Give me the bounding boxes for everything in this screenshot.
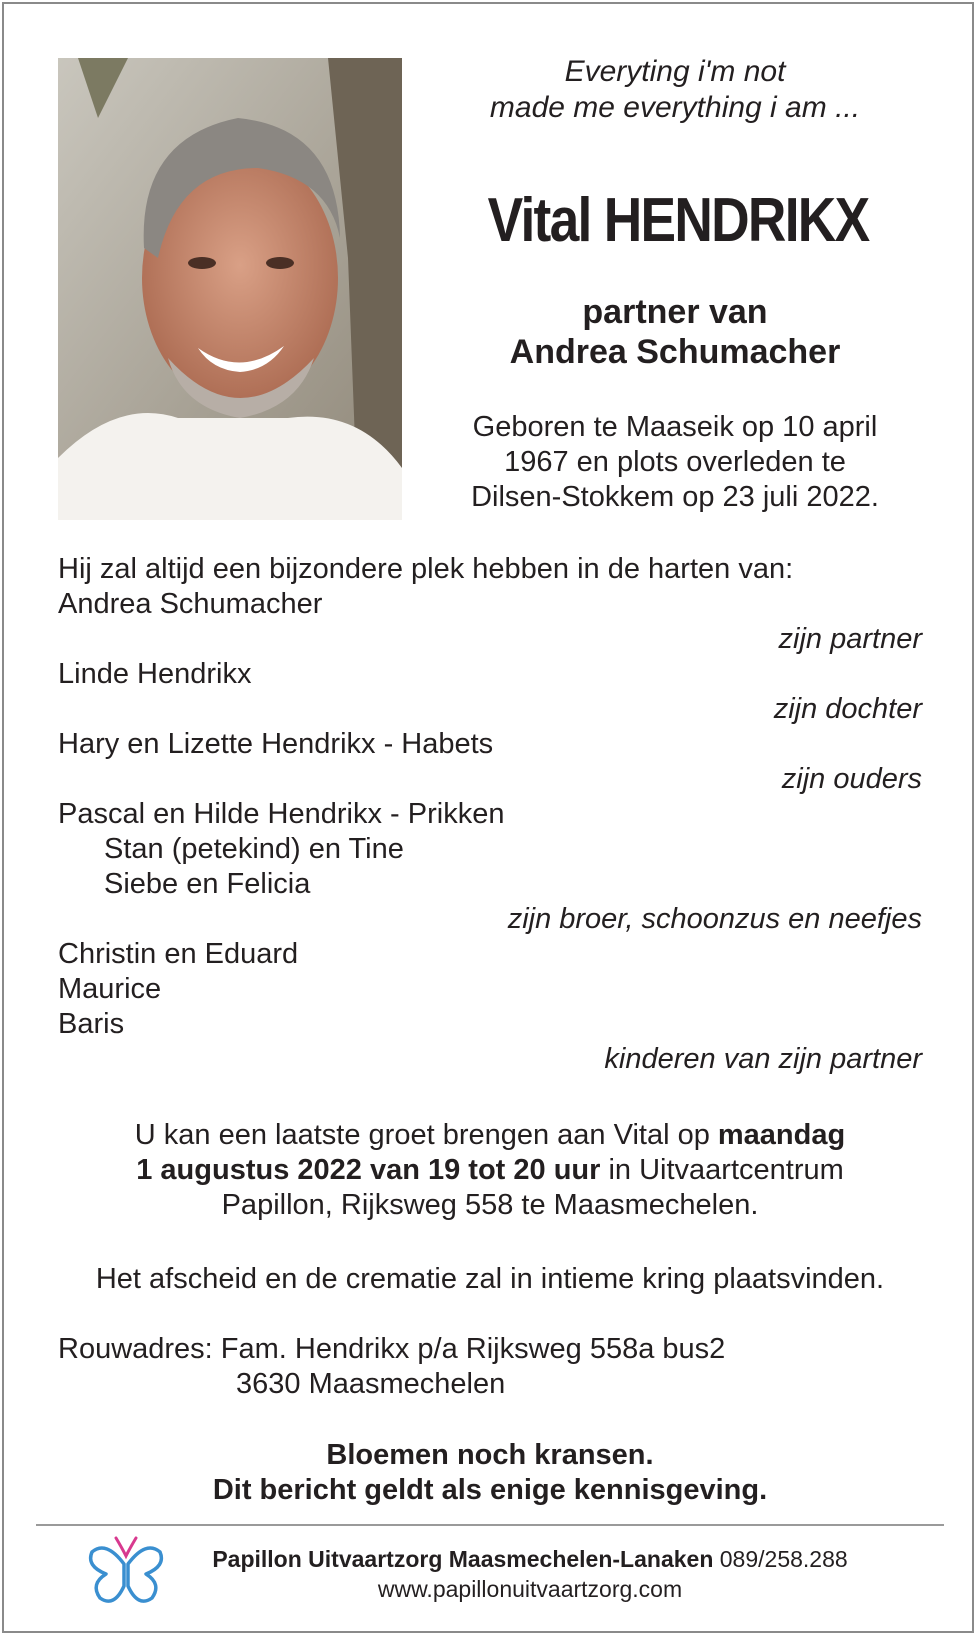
quote bbox=[440, 54, 910, 126]
family-relation: zijn ouders bbox=[781, 763, 922, 795]
closing-line-1: Bloemen noch kransen. bbox=[326, 1439, 654, 1471]
family-intro: Hij zal altijd een bijzondere plek hebben in de harten van: bbox=[58, 553, 794, 585]
partner-line-2: Andrea Schumacher bbox=[509, 333, 841, 371]
visitation-info bbox=[58, 1118, 922, 1223]
family-member: Linde Hendrikx bbox=[58, 658, 252, 690]
funeral-home-phone: 089/258.288 bbox=[713, 1546, 848, 1572]
family-member: Baris bbox=[58, 1008, 125, 1040]
visit-date-time: 1 augustus 2022 van 19 tot 20 uur bbox=[136, 1154, 601, 1186]
family-member: Maurice bbox=[58, 973, 162, 1005]
quote-line-1: Everyting i'm not bbox=[564, 55, 786, 88]
visit-text-1: U kan een laatste groet brengen aan Vital op bbox=[134, 1119, 718, 1151]
born-line-1: Geboren te Maaseik op 10 april bbox=[472, 411, 878, 443]
butterfly-logo-icon bbox=[86, 1534, 166, 1608]
portrait-photo bbox=[58, 58, 402, 520]
born-line-3: Dilsen-Stokkem op 23 juli 2022. bbox=[471, 481, 879, 513]
closing-line-2: Dit bericht geldt als enige kennisgeving. bbox=[212, 1474, 768, 1506]
footer-divider bbox=[36, 1524, 944, 1526]
birth-death-statement bbox=[440, 410, 910, 515]
address-line-1: Rouwadres: Fam. Hendrikx p/a Rijksweg 558a bus2 bbox=[58, 1333, 726, 1365]
funeral-home-footer bbox=[160, 1544, 900, 1604]
funeral-home-website[interactable]: www.papillonuitvaartzorg.com bbox=[377, 1576, 683, 1602]
family-relation: zijn partner bbox=[778, 623, 922, 655]
family-member: Stan (petekind) en Tine bbox=[104, 833, 404, 865]
family-relation: zijn dochter bbox=[773, 693, 922, 725]
visit-day: maandag bbox=[717, 1119, 846, 1151]
partner-of bbox=[440, 292, 910, 372]
closing-note bbox=[58, 1438, 922, 1508]
family-member: Christin en Eduard bbox=[58, 938, 299, 970]
family-member: Hary en Lizette Hendrikx - Habets bbox=[58, 728, 494, 760]
deceased-name: Vital HENDRIKX bbox=[487, 186, 869, 255]
quote-line-2: made me everything i am ... bbox=[489, 91, 861, 124]
family-member: Pascal en Hilde Hendrikx - Prikken bbox=[58, 798, 505, 830]
visit-text-2: in Uitvaartcentrum bbox=[600, 1154, 844, 1186]
family-member: Siebe en Felicia bbox=[104, 868, 311, 900]
address-line-2: 3630 Maasmechelen bbox=[236, 1368, 506, 1400]
visit-location: Papillon, Rijksweg 558 te Maasmechelen. bbox=[221, 1189, 759, 1221]
partner-line-1: partner van bbox=[582, 293, 768, 331]
family-member: Andrea Schumacher bbox=[58, 588, 323, 620]
family-list bbox=[58, 552, 922, 1077]
family-relation: zijn broer, schoonzus en neefjes bbox=[507, 903, 922, 935]
born-line-2: 1967 en plots overleden te bbox=[504, 446, 846, 478]
condolence-address bbox=[58, 1332, 922, 1402]
family-relation: kinderen van zijn partner bbox=[604, 1043, 922, 1075]
farewell-statement: Het afscheid en de crematie zal in intieme kring plaatsvinden. bbox=[95, 1263, 885, 1295]
funeral-home-name: Papillon Uitvaartzorg Maasmechelen-Lanaken bbox=[212, 1546, 714, 1572]
